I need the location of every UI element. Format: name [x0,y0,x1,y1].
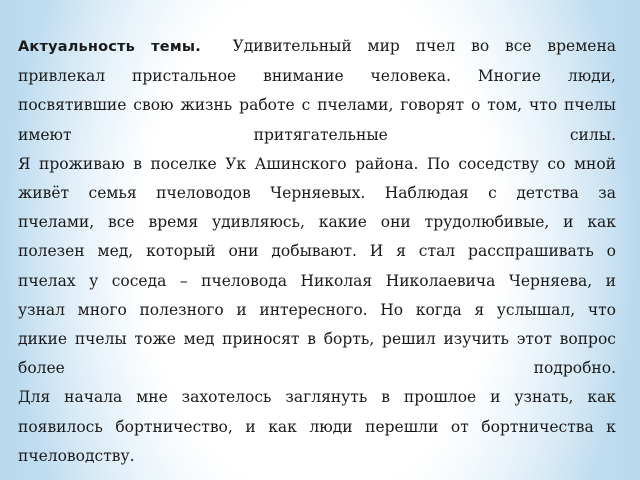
text-line: дикие пчелы тоже мед приносят в борть, решил изучить этот вопрос [18,330,616,349]
text-line [18,32,616,62]
text-line: полезен мед, который они добывают. И я стал расспрашивать о [18,242,616,261]
text-line: узнал много полезного и интересного. Но когда я услышал, что [18,300,616,319]
heading-topic-relevance: Актуальность темы. [18,39,201,55]
text-line: живёт семья пчеловодов Черняевых. Наблюдая с детства за [18,184,616,203]
text-line: пчелами, все время удивляюсь, какие они трудолюбивые, и как [18,213,616,232]
text-line: привлекал пристальное внимание человека. Многие люди, [18,67,616,86]
text-line: Для начала мне захотелось заглянуть в прошлое и узнать, как [18,388,616,407]
text-line: пчелах у соседа – пчеловода Николая Николаевича Черняева, и [18,271,616,290]
paragraph-2 [18,150,616,384]
paragraph-1 [18,32,616,150]
text-line: имеют притягательные силы. [18,125,616,144]
slide-text [18,32,616,471]
text-line: появилось бортничество, и как люди перешли от бортничества к [18,417,616,436]
text-line: более подробно. [18,359,616,378]
text-line: посвятившие свою жизнь работе с пчелами, говорят о том, что пчелы [18,96,616,115]
text-line-content: Удивительный мир пчел во все времена [232,37,616,55]
text-line: пчеловодству. [18,446,135,465]
text-line: Я проживаю в поселке Ук Ашинского района. По соседству со мной [18,154,616,173]
paragraph-3 [18,383,616,471]
